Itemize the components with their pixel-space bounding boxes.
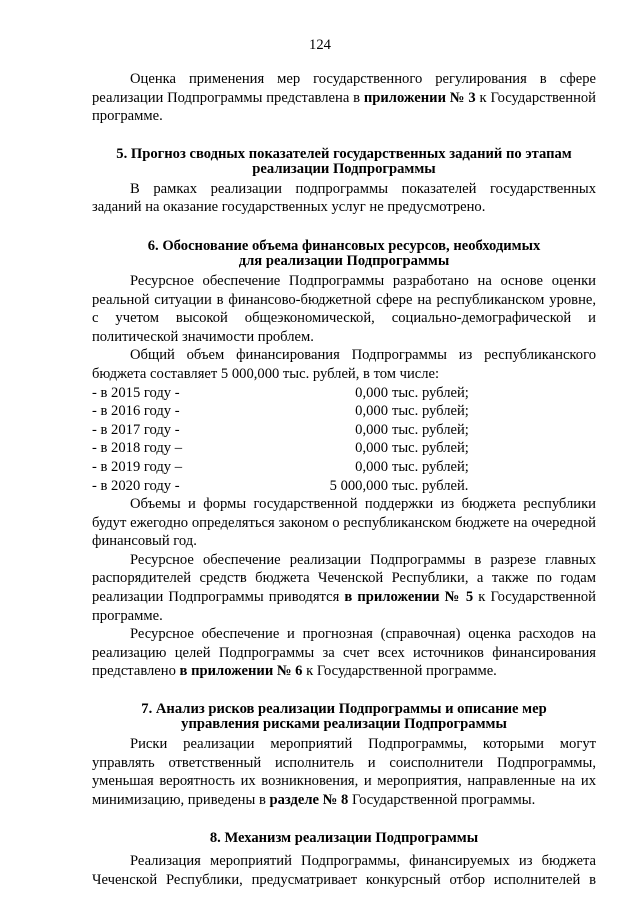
funding-year: - в 2015 году -	[92, 384, 180, 401]
funding-year: - в 2017 году -	[92, 421, 180, 438]
funding-year: - в 2019 году –	[92, 458, 183, 475]
section-7-title-line1: 7. Анализ рисков реализации Подпрограммы и описание мер	[141, 701, 547, 718]
funding-unit: тыс. рублей;	[392, 421, 469, 438]
funding-row	[92, 458, 596, 477]
section-7-heading	[92, 702, 596, 732]
section-8-paragraph: Реализация мероприятий Подпрограммы, финансируемых из бюджета Чеченской Республики, предусматривает конкурсный отбор исполнителей в	[92, 853, 596, 888]
funding-unit: тыс. рублей;	[392, 403, 469, 420]
section-7-text-c: Государственной программы.	[348, 791, 536, 808]
funding-amount: 0,000	[355, 458, 388, 475]
document-body	[92, 70, 596, 890]
intro-text-c: к Государственной программе.	[92, 89, 596, 125]
intro-paragraph	[92, 70, 596, 126]
intro-text-a: Оценка применения мер государственного регулирования в сфере реализации Подпрограммы представлена в	[92, 71, 596, 106]
funding-amount: 0,000	[355, 384, 388, 401]
section-6-title-line2: для реализации Подпрограммы	[238, 252, 450, 269]
funding-row	[92, 439, 596, 458]
section-6-paragraph-2: Общий объем финансирования Подпрограммы из республиканского бюджета составляет 5 000,000 тыс. рублей, в том числе:	[92, 347, 596, 382]
funding-by-year-list	[92, 384, 596, 496]
section-7-title-line2: управления рисками реализации Подпрограммы	[181, 716, 507, 733]
section-7-link-section-8: разделе № 8	[269, 791, 349, 808]
section-6-p5-text-a: Ресурсное обеспечение и прогнозная (справочная) оценка расходов на реализацию целей Подпрограммы за счет всех источников финансирования представлено	[92, 626, 596, 680]
funding-year: - в 2016 году -	[92, 403, 180, 420]
funding-amount: 0,000	[355, 440, 388, 457]
funding-amount: 5 000,000	[329, 477, 388, 494]
section-6-paragraph-3: Объемы и формы государственной поддержки из бюджета республики будут ежегодно определяться законом о республиканском бюджете на очередной финансовый год.	[92, 496, 596, 550]
funding-row	[92, 402, 596, 421]
funding-unit: тыс. рублей.	[392, 477, 469, 494]
section-7-text-a: Риски реализации мероприятий Подпрограммы, которыми могут управлять ответственный исполнитель и соисполнители Подпрограммы, уменьшая вероятность их возникновения, и мероприятия, направленные на их минимизацию, приведены в	[92, 736, 596, 808]
section-6-p5-text-c: к Государственной программе.	[302, 663, 497, 680]
funding-amount: 0,000	[355, 403, 388, 420]
funding-unit: тыс. рублей;	[392, 440, 469, 457]
funding-unit: тыс. рублей;	[392, 458, 469, 475]
section-6-title-line1: 6. Обоснование объема финансовых ресурсов, необходимых	[147, 237, 541, 254]
funding-year: - в 2020 году -	[92, 477, 180, 494]
funding-unit: тыс. рублей;	[392, 384, 469, 401]
page-number: 124	[309, 37, 331, 53]
section-6-p5-link-appendix-6: в приложении № 6	[179, 663, 303, 680]
funding-row	[92, 421, 596, 440]
section-8-heading: 8. Механизм реализации Подпрограммы	[209, 830, 479, 847]
funding-row	[92, 384, 596, 403]
section-7-paragraph	[92, 735, 596, 809]
funding-amount: 0,000	[355, 421, 388, 438]
section-6-paragraph-5	[92, 625, 596, 681]
section-6-paragraph-1: Ресурсное обеспечение Подпрограммы разработано на основе оценки реальной ситуации в финансово-бюджетной сфере на республиканском уровне, с учетом высокой общеэкономической, социально-демографической и политической значимости проблем.	[92, 272, 596, 345]
section-5-title-line1: 5. Прогноз сводных показателей государственных заданий по этапам	[116, 145, 572, 162]
section-6-p4-text-c: к Государственной программе.	[92, 589, 596, 624]
funding-row	[92, 477, 596, 496]
section-6-p4-link-appendix-5: в приложении № 5	[344, 589, 474, 606]
section-5-heading	[92, 147, 596, 177]
section-5-title-line2: реализации Подпрограммы	[252, 160, 436, 177]
funding-year: - в 2018 году –	[92, 440, 183, 457]
section-6-p4-text-a: Ресурсное обеспечение реализации Подпрограммы в разрезе главных распорядителей средств бюджета Чеченской Республики, а также по годам реализации Подпрограммы приводятся	[92, 551, 596, 606]
section-6-heading	[92, 239, 596, 269]
section-6-paragraph-4	[92, 551, 596, 625]
section-5-paragraph: В рамках реализации подпрограммы показателей государственных заданий на оказание государственных услуг не предусмотрено.	[92, 180, 596, 216]
intro-link-appendix-3: приложении № 3	[363, 89, 476, 106]
